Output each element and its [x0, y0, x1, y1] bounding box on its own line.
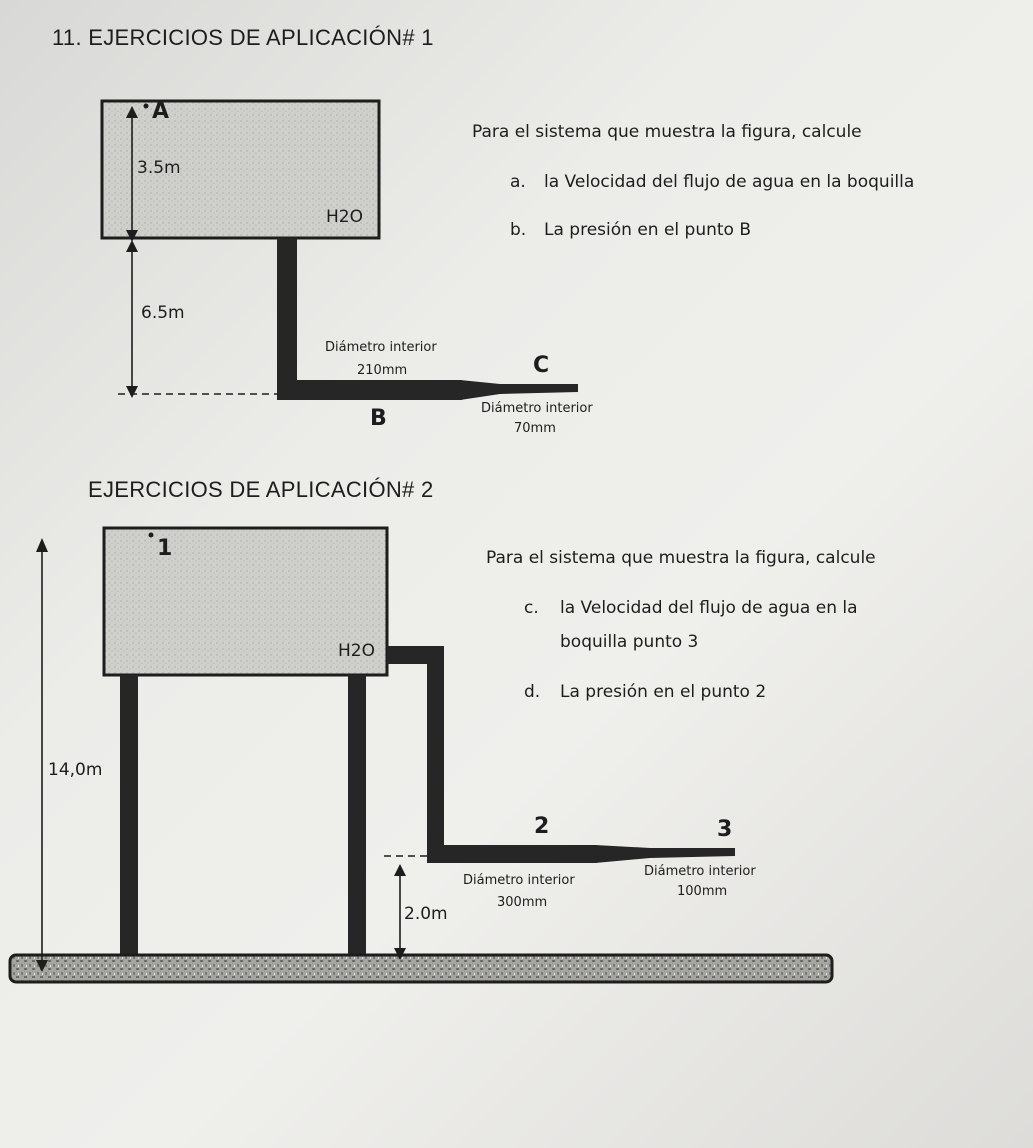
diameter-label-300: Diámetro interior	[463, 873, 575, 888]
height-tank-label: 3.5m	[137, 158, 181, 178]
item-b-text: La presión en el punto B	[544, 220, 752, 240]
exercise-2-prompt: Para el sistema que muestra la figura, calcule	[486, 548, 876, 568]
item-d-text: La presión en el punto 2	[560, 682, 767, 702]
point-a-label: A	[152, 99, 170, 124]
point-1-dot	[149, 533, 154, 538]
tank-leg-left	[120, 675, 138, 970]
item-a-text: la Velocidad del flujo de agua en la boquilla	[544, 172, 915, 192]
diameter-label-70: Diámetro interior	[481, 401, 593, 416]
height-drop-label: 6.5m	[141, 303, 185, 323]
figure-1	[102, 101, 578, 400]
point-a-dot	[144, 104, 149, 109]
diameter-value-100: 100mm	[677, 884, 728, 899]
point-b-label: B	[370, 406, 387, 431]
diameter-label-100: Diámetro interior	[644, 864, 756, 879]
exercise-1-heading: 11. EJERCICIOS DE APLICACIÓN# 1	[52, 25, 434, 50]
point-1-label: 1	[157, 536, 173, 561]
diameter-label-210: Diámetro interior	[325, 340, 437, 355]
item-c-letter: c.	[524, 598, 539, 618]
nozzle-2	[595, 845, 735, 863]
pipe-height-label: 2.0m	[404, 904, 448, 924]
vertical-pipe-2	[427, 646, 444, 861]
ground-slab	[10, 955, 832, 982]
point-3-label: 3	[717, 817, 733, 842]
fluid-label-1: H2O	[326, 207, 363, 227]
fluid-label-2: H2O	[338, 641, 375, 661]
vertical-pipe-1	[277, 238, 297, 398]
diameter-value-210: 210mm	[357, 363, 408, 378]
total-height-label: 14,0m	[48, 760, 103, 780]
diameter-value-70: 70mm	[514, 421, 556, 436]
item-c-text-line2: boquilla punto 3	[560, 632, 699, 652]
item-a-letter: a.	[510, 172, 526, 192]
item-d-letter: d.	[524, 682, 541, 702]
horizontal-pipe-2	[427, 845, 597, 863]
horizontal-pipe-1	[277, 380, 462, 400]
point-c-label: C	[533, 353, 550, 378]
exercise-1-prompt: Para el sistema que muestra la figura, calcule	[472, 122, 862, 142]
item-c-text: la Velocidad del flujo de agua en la	[560, 598, 858, 618]
diameter-value-300: 300mm	[497, 895, 548, 910]
tank-leg-right	[348, 675, 366, 970]
item-b-letter: b.	[510, 220, 527, 240]
exercise-2-heading: EJERCICIOS DE APLICACIÓN# 2	[88, 477, 434, 502]
point-2-label: 2	[534, 814, 550, 839]
nozzle-1	[460, 380, 578, 400]
